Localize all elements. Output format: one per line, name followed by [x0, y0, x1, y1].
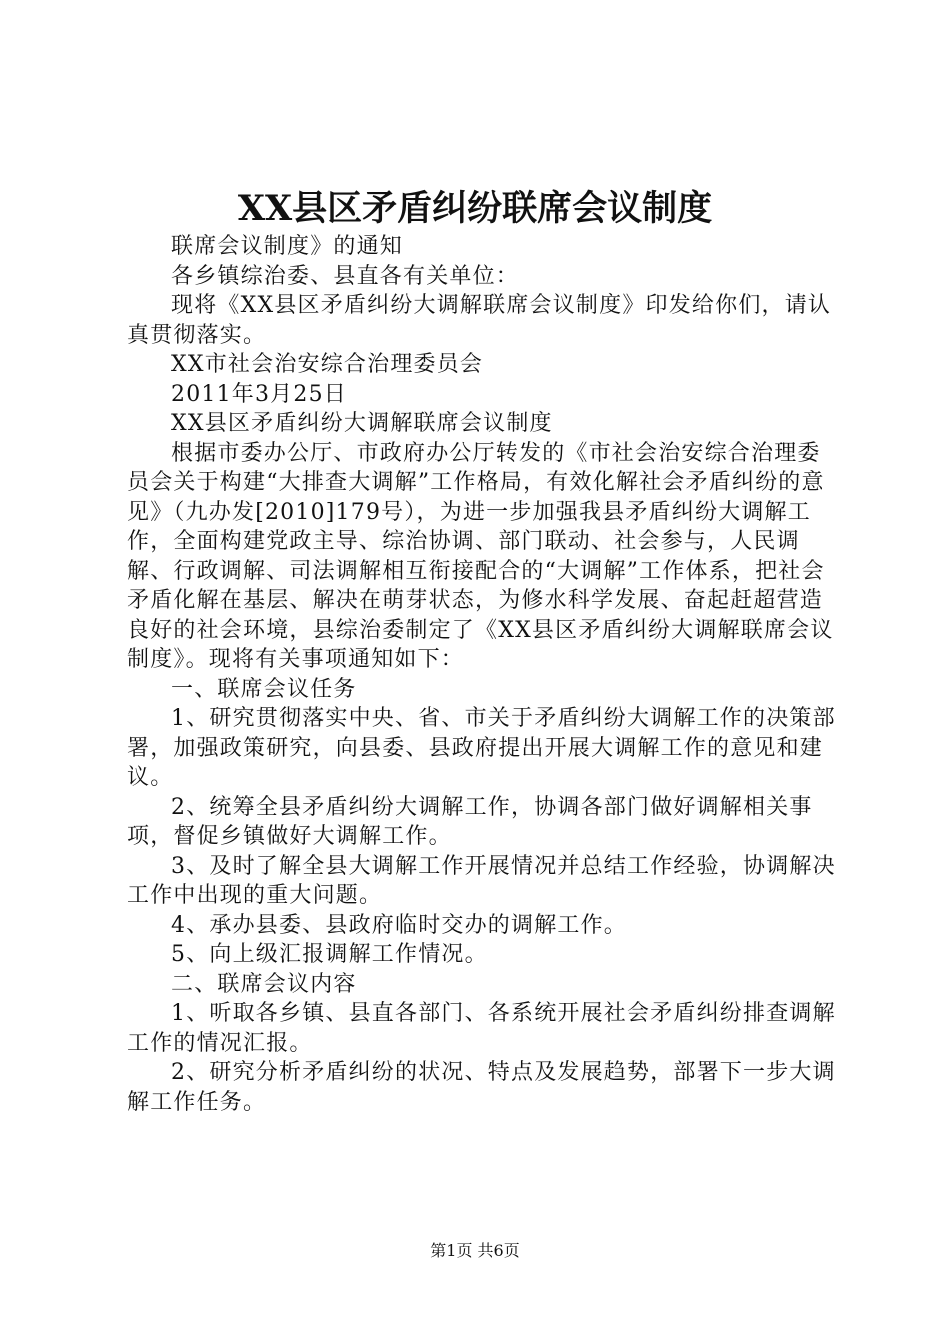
paragraph: 2、统筹全县矛盾纠纷大调解工作，协调各部门做好调解相关事项，督促乡镇做好大调解工作。 [127, 794, 813, 849]
paragraph: 根据市委办公厅、市政府办公厅转发的《市社会治安综合治理委员会关于构建“大排查大调解”工作格局，有效化解社会矛盾纠纷的意见》（九办发[2010]179号），为进一步加强我县矛盾纠纷大调解工作，全面构建党政主导、综治协调、部门联动、社会参与，人民调解、行政调解、司法调解相互衔接配合的“大调解”工作体系，把社会矛盾化解在基层、解决在萌芽状态，为修水科学发展、奋起赶超营造良好的社会环境，县综治委制定了《XX县区矛盾纠纷大调解联席会议制度》。现将有关事项通知如下： [127, 440, 834, 672]
paragraph: 各乡镇综治委、县直各有关单位： [171, 263, 520, 289]
paragraph: 4、承办县委、县政府临时交办的调解工作。 [171, 912, 627, 938]
document-title: XX县区矛盾纠纷联席会议制度 [237, 188, 713, 229]
paragraph: 2、研究分析矛盾纠纷的状况、特点及发展趋势，部署下一步大调解工作任务。 [127, 1060, 836, 1115]
paragraph: 5、向上级汇报调解工作情况。 [171, 942, 488, 967]
paragraph: 1、研究贯彻落实中央、省、市关于矛盾纠纷大调解工作的决策部署，加强政策研究，向县委、县政府提出开展大调解工作的意见和建议。 [127, 706, 836, 790]
paragraph: 联席会议制度》的通知 [171, 234, 404, 259]
paragraph: 2011年3月25日 [171, 381, 347, 407]
section-heading: 一、联席会议任务 [171, 676, 357, 702]
paragraph: XX县区矛盾纠纷大调解联席会议制度 [171, 411, 553, 436]
section-heading: 二、联席会议内容 [171, 971, 357, 997]
paragraph: 3、及时了解全县大调解工作开展情况并总结工作经验，协调解决工作中出现的重大问题。 [127, 853, 836, 908]
document-body [127, 232, 839, 1117]
paragraph: 1、听取各乡镇、县直各部门、各系统开展社会矛盾纠纷排查调解工作的情况汇报。 [127, 1001, 836, 1056]
paragraph: XX市社会治安综合治理委员会 [171, 352, 484, 377]
page-footer: 第1页 共6页 [430, 1241, 520, 1260]
paragraph: 现将《XX县区矛盾纠纷大调解联席会议制度》印发给你们，请认真贯彻落实。 [127, 293, 832, 348]
